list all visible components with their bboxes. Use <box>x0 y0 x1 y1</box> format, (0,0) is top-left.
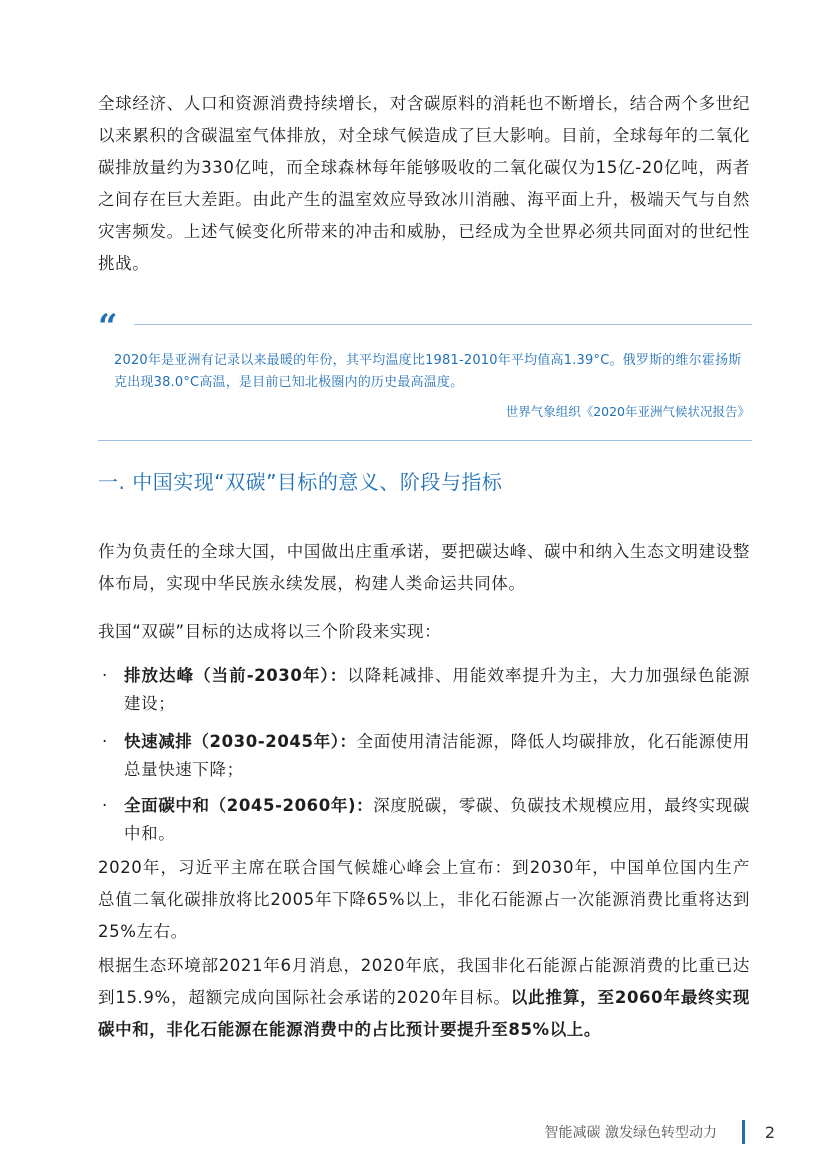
bullet-dot-icon: · <box>102 796 108 815</box>
bullet-heading: 快速减排（2030-2045年）： <box>124 732 357 751</box>
bullet-text: 全面使用清洁能源，降低人均碳排放，化石能源使用总量快速下降； <box>124 732 750 779</box>
paragraph-commitment: 作为负责任的全球大国，中国做出庄重承诺，要把碳达峰、碳中和纳入生态文明建设整体布局，实现中华民族永续发展，构建人类命运共同体。 <box>98 542 750 593</box>
bullet-dot-icon: · <box>102 732 108 751</box>
quote-block <box>98 307 752 442</box>
bullet-dot-icon: · <box>102 666 108 685</box>
quote-source: 世界气象组织《2020年亚洲气候状况报告》 <box>505 404 750 419</box>
page-number: 2 <box>764 1123 775 1142</box>
bullet-body <box>124 728 750 784</box>
bullet-text: 深度脱碳，零碳、负碳技术规模应用，最终实现碳中和。 <box>124 796 750 843</box>
paragraph-stages-intro: 我国“双碳”目标的达成将以三个阶段来实现： <box>98 622 442 641</box>
footer-divider <box>742 1120 745 1144</box>
stage-bullet-peak <box>98 662 750 718</box>
footer-title: 智能减碳 激发绿色转型动力 <box>544 1125 717 1141</box>
bullet-heading: 排放达峰（当前-2030年）： <box>124 666 348 685</box>
quote-top-divider <box>134 324 752 325</box>
bullet-text: 以降耗减排、用能效率提升为主，大力加强绿色能源建设； <box>124 666 750 713</box>
bullet-heading: 全面碳中和（2045-2060年)： <box>124 796 374 815</box>
paragraph-emphasis: 以此推算，至2060年最终实现碳中和，非化石能源在能源消费中的占比预计要提升至85%以上。 <box>98 988 750 1039</box>
paragraph-text: 根据生态环境部2021年6月消息，2020年底，我国非化石能源占能源消费的比重已达到15.9%，超额完成向国际社会承诺的2020年目标。 <box>98 956 750 1007</box>
stage-bullet-reduction <box>98 728 750 784</box>
paragraph-2030-target: 2020年，习近平主席在联合国气候雄心峰会上宣布：到2030年，中国单位国内生产总值二氧化碳排放将比2005年下降65%以上，非化石能源占一次能源消费比重将达到25%左右。 <box>98 858 750 941</box>
quote-bottom-divider <box>98 440 752 441</box>
section-title: 一. 中国实现“双碳”目标的意义、阶段与指标 <box>98 470 503 494</box>
quote-text: 2020年是亚洲有记录以来最暖的年份，其平均温度比1981-2010年平均值高1.39°C。俄罗斯的维尔霍扬斯克出现38.0°C高温，是目前已知北极圈内的历史最高温度。 <box>114 353 742 390</box>
quote-mark-icon: “ <box>98 307 118 347</box>
intro-paragraph: 全球经济、人口和资源消费持续增长，对含碳原料的消耗也不断增长，结合两个多世纪以来累积的含碳温室气体排放，对全球气候造成了巨大影响。目前，全球每年的二氧化碳排放量约为330亿吨，而全球森林每年能够吸收的二氧化碳仅为15亿-20亿吨，两者之间存在巨大差距。由此产生的温室效应导致冰川消融、海平面上升，极端天气与自然灾害频发。上述气候变化所带来的冲击和威胁，已经成为全世界必须共同面对的世纪性挑战。 <box>98 94 750 273</box>
bullet-body <box>124 662 750 718</box>
paragraph-2060-target <box>98 950 750 1046</box>
stage-bullet-neutrality <box>98 792 750 848</box>
bullet-body <box>124 792 750 848</box>
